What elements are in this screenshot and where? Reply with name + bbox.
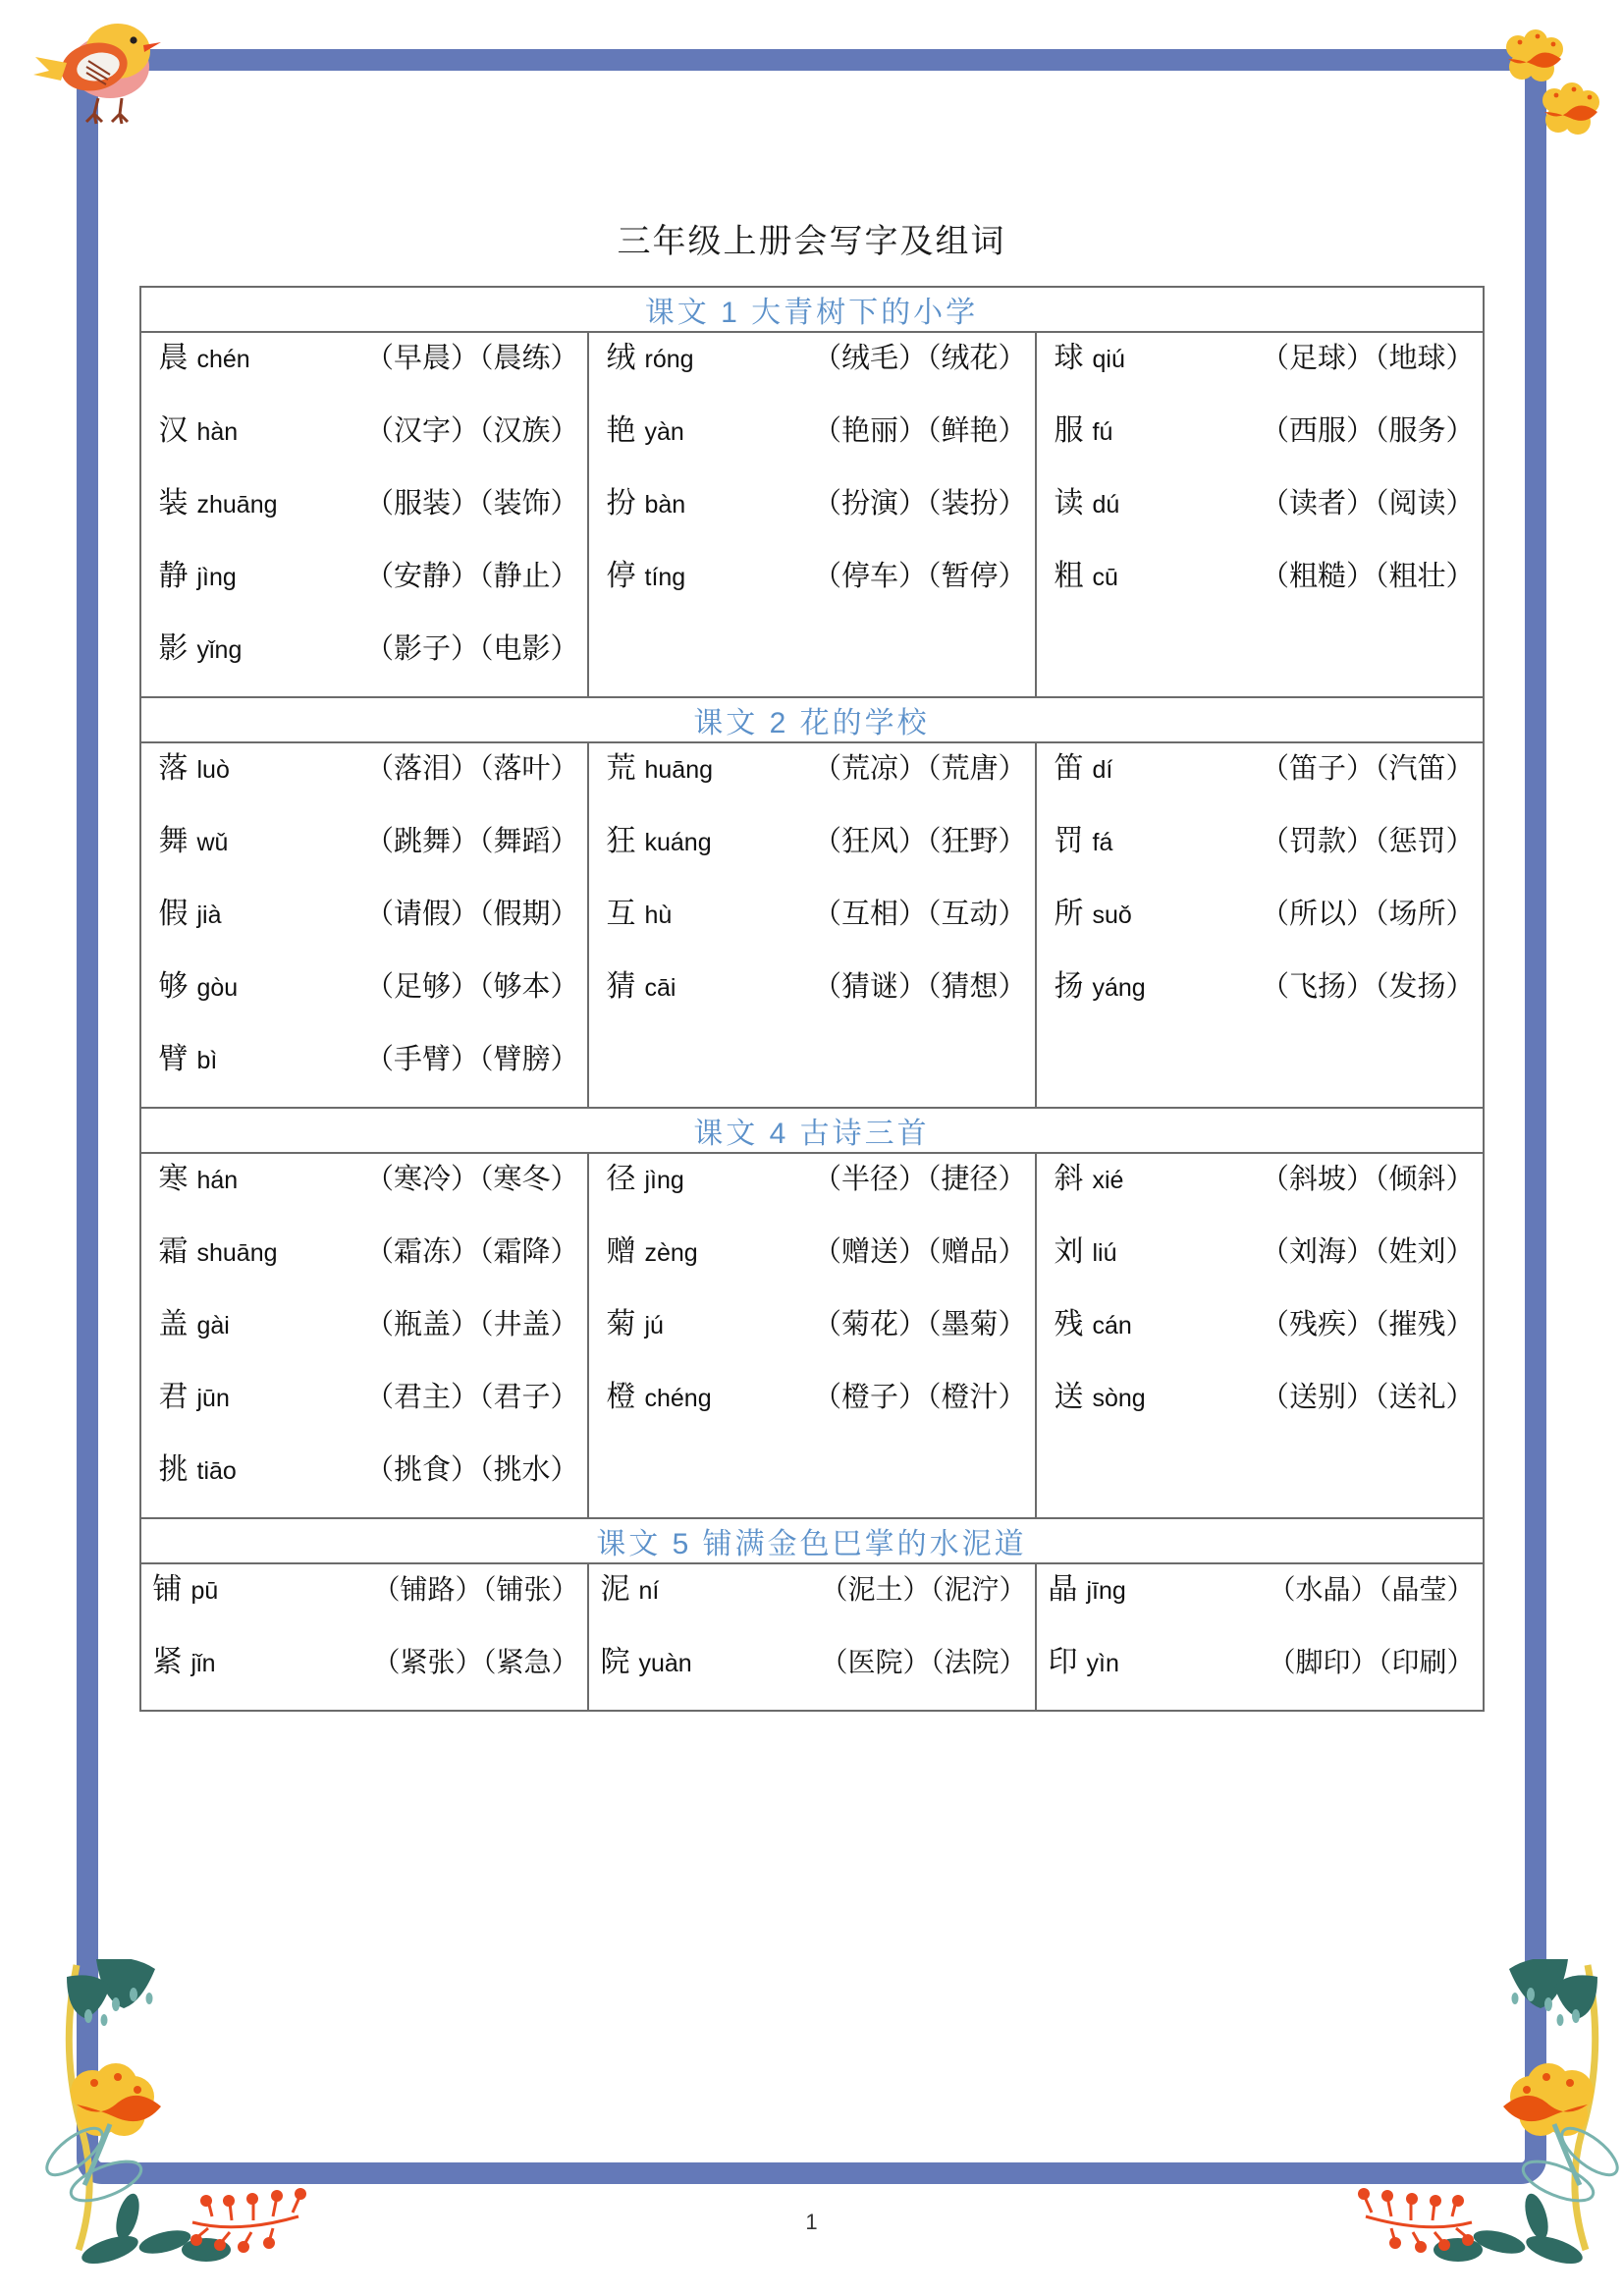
vocab-entry xyxy=(589,816,1035,889)
vocab-words xyxy=(365,1448,579,1488)
vocab-words xyxy=(365,409,579,449)
vocab-words xyxy=(365,1230,579,1270)
vocab-column xyxy=(1036,742,1484,1108)
section-entries-row xyxy=(140,332,1484,697)
vocab-word: （倾斜） xyxy=(1374,1164,1475,1195)
vocab-character: 狂 xyxy=(606,825,636,857)
vocab-words xyxy=(365,481,579,521)
vocab-words xyxy=(813,892,1027,932)
page-title: 三年级上册会写字及组词 xyxy=(617,223,1006,260)
vocab-word: （刘海） xyxy=(1260,1236,1375,1268)
vocab-entry xyxy=(1037,333,1483,406)
vocab-word: （服装） xyxy=(364,488,479,519)
vocab-word: （请假） xyxy=(364,899,479,930)
vocab-entry xyxy=(1037,478,1483,551)
vocab-pinyin: tíng xyxy=(644,564,686,591)
vocab-words xyxy=(365,1157,579,1197)
vocab-word: （水晶） xyxy=(1268,1575,1379,1606)
vocab-entry xyxy=(141,743,587,816)
vocab-entry xyxy=(141,1445,587,1517)
vocab-entry xyxy=(141,816,587,889)
vocab-entry xyxy=(589,478,1035,551)
vocab-character: 霜 xyxy=(158,1235,189,1268)
vocab-pinyin: jūn xyxy=(196,1385,230,1412)
vocab-words xyxy=(1261,409,1475,449)
vocab-words xyxy=(365,1375,579,1415)
vocab-entry xyxy=(1037,1154,1483,1227)
vocab-word: （半径） xyxy=(812,1164,927,1195)
vocab-word: （够本） xyxy=(478,971,579,1003)
vocab-word: （影子） xyxy=(364,633,479,665)
vocab-pinyin: qiú xyxy=(1092,346,1125,373)
vocab-words xyxy=(1261,1302,1475,1342)
vocab-character: 笛 xyxy=(1054,752,1084,785)
vocab-pinyin: yǐng xyxy=(196,636,243,664)
vocab-pinyin: suǒ xyxy=(1092,902,1132,929)
vocab-word: （送别） xyxy=(1260,1382,1375,1413)
vocab-word: （法院） xyxy=(930,1648,1027,1678)
vocab-word: （粗糙） xyxy=(1260,561,1375,592)
vocab-word: （泥泞） xyxy=(930,1575,1027,1606)
vocab-character: 所 xyxy=(1054,898,1084,930)
vocab-words xyxy=(820,1568,1026,1608)
vocab-character: 泥 xyxy=(600,1573,630,1606)
vocab-words xyxy=(1268,1568,1474,1608)
floral-cluster-icon xyxy=(20,1959,344,2291)
vocab-words xyxy=(1261,336,1475,376)
vocab-entry xyxy=(1037,816,1483,889)
vocab-entry xyxy=(141,961,587,1034)
vocab-entry xyxy=(141,1227,587,1299)
vocab-word: （铺张） xyxy=(482,1575,579,1606)
vocab-words xyxy=(813,554,1027,594)
vocab-pinyin: shuāng xyxy=(196,1239,278,1267)
vocab-character: 装 xyxy=(158,487,189,519)
vocab-column xyxy=(1036,1563,1484,1711)
vocab-character: 残 xyxy=(1054,1308,1084,1340)
vocabulary-table xyxy=(139,286,1485,1712)
vocab-word: （互相） xyxy=(812,899,927,930)
vocab-word: （装饰） xyxy=(478,488,579,519)
vocab-words xyxy=(1261,1375,1475,1415)
vocab-pinyin: jìng xyxy=(644,1167,684,1194)
vocab-pinyin: chéng xyxy=(644,1385,712,1412)
vocab-character: 晨 xyxy=(158,342,189,374)
vocab-entry xyxy=(141,1034,587,1107)
vocab-word: （寒冬） xyxy=(478,1164,579,1195)
vocab-word: （汉字） xyxy=(364,415,479,447)
vocab-words xyxy=(365,964,579,1005)
vocab-words xyxy=(372,1568,578,1608)
vocab-word: （猜谜） xyxy=(812,971,927,1003)
vocab-word: （互动） xyxy=(926,899,1027,930)
vocab-pinyin: zèng xyxy=(644,1239,698,1267)
vocab-pinyin: hán xyxy=(196,1167,239,1194)
vocab-words xyxy=(813,409,1027,449)
vocab-words xyxy=(365,746,579,787)
vocab-character: 盖 xyxy=(158,1308,189,1340)
vocab-word: （所以） xyxy=(1260,899,1375,930)
vocab-character: 刘 xyxy=(1054,1235,1084,1268)
vocab-entry xyxy=(1037,961,1483,1034)
vocab-entry xyxy=(1037,1564,1483,1637)
vocab-word: （落叶） xyxy=(478,753,579,785)
vocab-word: （菊花） xyxy=(812,1309,927,1340)
vocab-word: （印刷） xyxy=(1378,1648,1475,1678)
vocab-word: （君子） xyxy=(478,1382,579,1413)
vocab-words xyxy=(813,1230,1027,1270)
vocab-word: （服务） xyxy=(1374,415,1475,447)
vocab-pinyin: liú xyxy=(1092,1239,1117,1267)
vocab-entry xyxy=(141,1299,587,1372)
vocab-entry xyxy=(589,1227,1035,1299)
vocab-word: （捷径） xyxy=(926,1164,1027,1195)
vocab-character: 扬 xyxy=(1054,970,1084,1003)
vocab-pinyin: bàn xyxy=(644,491,686,519)
vocab-words xyxy=(1261,964,1475,1005)
section-heading-row xyxy=(140,1518,1484,1563)
vocab-column xyxy=(588,332,1036,697)
vocab-words xyxy=(365,819,579,859)
vocab-pinyin: dí xyxy=(1092,756,1113,784)
vocab-words xyxy=(1261,554,1475,594)
vocab-column xyxy=(140,742,588,1108)
vocab-entry xyxy=(141,624,587,696)
vocab-word: （井盖） xyxy=(478,1309,579,1340)
vocab-character: 停 xyxy=(606,560,636,592)
section-heading-text: 课文 2 花的学校 xyxy=(693,707,930,739)
vocab-character: 粗 xyxy=(1054,560,1084,592)
vocab-word: （发扬） xyxy=(1374,971,1475,1003)
vocab-word: （残疾） xyxy=(1260,1309,1375,1340)
vocab-word: （紧急） xyxy=(482,1648,579,1678)
floral-cluster-icon xyxy=(1321,1959,1623,2291)
vocab-column xyxy=(1036,1153,1484,1518)
vocab-character: 影 xyxy=(158,632,189,665)
vocab-entry xyxy=(589,1372,1035,1445)
section-heading-row xyxy=(140,697,1484,742)
vocab-words xyxy=(813,1157,1027,1197)
vocab-word: （粗壮） xyxy=(1374,561,1475,592)
vocab-word: （笛子） xyxy=(1260,753,1375,785)
vocab-word: （霜冻） xyxy=(364,1236,479,1268)
vocab-entry xyxy=(589,406,1035,478)
vocab-entry xyxy=(1037,889,1483,961)
vocab-pinyin: fú xyxy=(1092,418,1113,446)
vocab-word: （墨菊） xyxy=(926,1309,1027,1340)
vocab-pinyin: zhuāng xyxy=(196,491,278,519)
vocab-character: 院 xyxy=(600,1646,630,1678)
vocab-character: 橙 xyxy=(606,1381,636,1413)
vocab-words xyxy=(372,1641,578,1680)
vocab-word: （橙汁） xyxy=(926,1382,1027,1413)
vocab-character: 斜 xyxy=(1054,1163,1084,1195)
vocab-character: 舞 xyxy=(158,825,189,857)
section-heading-row xyxy=(140,287,1484,332)
vocab-word: （场所） xyxy=(1374,899,1475,930)
vocab-pinyin: chén xyxy=(196,346,250,373)
section-entries-row xyxy=(140,1563,1484,1711)
section-heading-text: 课文 1 大青树下的小学 xyxy=(644,297,979,329)
vocab-word: （赠送） xyxy=(812,1236,927,1268)
vocab-word: （狂风） xyxy=(812,826,927,857)
vocab-character: 臂 xyxy=(158,1043,189,1075)
vocab-word: （晨练） xyxy=(478,343,579,374)
vocab-words xyxy=(813,1375,1027,1415)
vocab-words xyxy=(820,1641,1026,1680)
vocab-pinyin: yuàn xyxy=(638,1650,692,1677)
vocab-pinyin: cāi xyxy=(644,974,676,1002)
vocab-entry xyxy=(589,333,1035,406)
vocab-pinyin: hàn xyxy=(196,418,239,446)
vocab-word: （狂野） xyxy=(926,826,1027,857)
vocab-word: （紧张） xyxy=(372,1648,483,1678)
vocab-words xyxy=(1261,746,1475,787)
vocab-pinyin: yáng xyxy=(1092,974,1146,1002)
vocab-entry xyxy=(589,551,1035,624)
vocab-word: （汽笛） xyxy=(1374,753,1475,785)
vocab-word: （瓶盖） xyxy=(364,1309,479,1340)
vocab-entry xyxy=(141,406,587,478)
vocab-entry xyxy=(589,889,1035,961)
vocab-entry xyxy=(141,889,587,961)
vocab-word: （扮演） xyxy=(812,488,927,519)
vocab-column xyxy=(588,1153,1036,1518)
vocab-character: 服 xyxy=(1054,414,1084,447)
vocab-pinyin: jú xyxy=(644,1312,664,1339)
vocab-words xyxy=(1261,1157,1475,1197)
vocab-character: 假 xyxy=(158,898,189,930)
vocab-words xyxy=(813,1302,1027,1342)
vocab-words xyxy=(1261,481,1475,521)
vocab-entry xyxy=(1037,551,1483,624)
vocab-character: 够 xyxy=(158,970,189,1003)
vocab-pinyin: ní xyxy=(638,1577,660,1605)
vocab-entry xyxy=(141,478,587,551)
vocab-word: （赠品） xyxy=(926,1236,1027,1268)
vocab-column xyxy=(140,332,588,697)
vocab-words xyxy=(813,819,1027,859)
vocab-words xyxy=(1261,892,1475,932)
vocab-pinyin: jīng xyxy=(1086,1577,1126,1605)
vocab-word: （暂停） xyxy=(926,561,1027,592)
vocab-character: 挑 xyxy=(158,1453,189,1486)
vocab-column xyxy=(140,1563,588,1711)
vocab-pinyin: pū xyxy=(190,1577,219,1605)
vocab-words xyxy=(365,554,579,594)
section-heading-row xyxy=(140,1108,1484,1153)
vocab-character: 艳 xyxy=(606,414,636,447)
vocab-pinyin: jià xyxy=(196,902,222,929)
vocab-word: （绒花） xyxy=(926,343,1027,374)
vocab-entry xyxy=(141,333,587,406)
vocab-word: （装扮） xyxy=(926,488,1027,519)
vocab-words xyxy=(813,746,1027,787)
vocab-column xyxy=(140,1153,588,1518)
vocab-entry xyxy=(589,1154,1035,1227)
vocab-character: 落 xyxy=(158,752,189,785)
vocab-character: 君 xyxy=(158,1381,189,1413)
vocab-pinyin: cū xyxy=(1092,564,1118,591)
section-heading-text: 课文 5 铺满金色巴掌的水泥道 xyxy=(596,1528,1027,1560)
vocab-words xyxy=(813,481,1027,521)
vocab-entry xyxy=(1037,1372,1483,1445)
vocab-entry xyxy=(589,1299,1035,1372)
vocab-words xyxy=(365,892,579,932)
vocab-word: （惩罚） xyxy=(1374,826,1475,857)
vocab-word: （早晨） xyxy=(364,343,479,374)
vocab-word: （医院） xyxy=(820,1648,931,1678)
vocab-entry xyxy=(1037,743,1483,816)
vocab-pinyin: gài xyxy=(196,1312,230,1339)
vocab-word: （鲜艳） xyxy=(926,415,1027,447)
vocab-word: （臂膀） xyxy=(478,1044,579,1075)
vocab-pinyin: yìn xyxy=(1086,1650,1119,1677)
vocab-pinyin: gòu xyxy=(196,974,239,1002)
vocab-character: 赠 xyxy=(606,1235,636,1268)
vocab-word: （手臂） xyxy=(364,1044,479,1075)
vocab-word: （读者） xyxy=(1260,488,1375,519)
vocab-pinyin: jǐn xyxy=(190,1650,216,1677)
vocab-word: （安静） xyxy=(364,561,479,592)
vocab-entry xyxy=(141,1154,587,1227)
vocab-entry xyxy=(1037,1299,1483,1372)
vocab-word: （跳舞） xyxy=(364,826,479,857)
vocab-word: （君主） xyxy=(364,1382,479,1413)
vocab-word: （停车） xyxy=(812,561,927,592)
vocab-character: 静 xyxy=(158,560,189,592)
vocab-character: 寒 xyxy=(158,1163,189,1195)
vocab-column xyxy=(588,1563,1036,1711)
vocab-word: （汉族） xyxy=(478,415,579,447)
vocab-word: （足球） xyxy=(1260,343,1375,374)
vocab-words xyxy=(1268,1641,1474,1680)
vocab-words xyxy=(365,1037,579,1077)
vocab-pinyin: sòng xyxy=(1092,1385,1146,1412)
vocab-words xyxy=(813,964,1027,1005)
vocab-pinyin: wǔ xyxy=(196,829,229,856)
vocab-pinyin: xié xyxy=(1092,1167,1124,1194)
vocab-entry xyxy=(141,551,587,624)
vocab-word: （落泪） xyxy=(364,753,479,785)
vocab-word: （挑食） xyxy=(364,1454,479,1486)
vocab-character: 扮 xyxy=(606,487,636,519)
vocab-pinyin: jìng xyxy=(196,564,237,591)
vocab-character: 晶 xyxy=(1048,1573,1078,1606)
vocab-character: 汉 xyxy=(158,414,189,447)
vocab-word: （晶莹） xyxy=(1378,1575,1475,1606)
vocab-entry xyxy=(1037,1227,1483,1299)
vocab-words xyxy=(365,336,579,376)
vocab-column xyxy=(1036,332,1484,697)
vocab-pinyin: cán xyxy=(1092,1312,1132,1339)
vocab-word: （猜想） xyxy=(926,971,1027,1003)
vocab-word: （荒凉） xyxy=(812,753,927,785)
vocab-word: （舞蹈） xyxy=(478,826,579,857)
vocab-word: （姓刘） xyxy=(1374,1236,1475,1268)
vocab-character: 球 xyxy=(1054,342,1084,374)
vocab-word: （摧残） xyxy=(1374,1309,1475,1340)
vocab-word: （斜坡） xyxy=(1260,1164,1375,1195)
vocab-pinyin: yàn xyxy=(644,418,684,446)
vocab-word: （阅读） xyxy=(1374,488,1475,519)
vocab-words xyxy=(365,1302,579,1342)
vocab-word: （橙子） xyxy=(812,1382,927,1413)
vocab-character: 径 xyxy=(606,1163,636,1195)
vocab-word: （艳丽） xyxy=(812,415,927,447)
vocab-word: （足够） xyxy=(364,971,479,1003)
vocab-character: 互 xyxy=(606,898,636,930)
vocab-pinyin: tiāo xyxy=(196,1457,237,1485)
section-entries-row xyxy=(140,1153,1484,1518)
vocab-word: （荒唐） xyxy=(926,753,1027,785)
vocab-words xyxy=(1261,1230,1475,1270)
vocab-word: （电影） xyxy=(478,633,579,665)
section-entries-row xyxy=(140,742,1484,1108)
page-number: 1 xyxy=(805,2210,818,2234)
vocab-word: （罚款） xyxy=(1260,826,1375,857)
vocab-word: （泥土） xyxy=(820,1575,931,1606)
vocab-word: （地球） xyxy=(1374,343,1475,374)
vocab-word: （霜降） xyxy=(478,1236,579,1268)
vocab-word: （飞扬） xyxy=(1260,971,1375,1003)
vocab-entry xyxy=(141,1637,587,1710)
vocab-pinyin: fá xyxy=(1092,829,1113,856)
vocab-entry xyxy=(589,1564,1035,1637)
vocab-word: （绒毛） xyxy=(812,343,927,374)
vocab-word: （脚印） xyxy=(1268,1648,1379,1678)
vocab-character: 送 xyxy=(1054,1381,1084,1413)
section-heading-text: 课文 4 古诗三首 xyxy=(693,1118,930,1150)
vocab-pinyin: hù xyxy=(644,902,673,929)
vocab-word: （假期） xyxy=(478,899,579,930)
vocab-character: 紧 xyxy=(152,1646,183,1678)
vocab-words xyxy=(813,336,1027,376)
vocab-word: （寒冷） xyxy=(364,1164,479,1195)
vocab-character: 罚 xyxy=(1054,825,1084,857)
vocab-character: 菊 xyxy=(606,1308,636,1340)
vocab-character: 印 xyxy=(1048,1646,1078,1678)
vocab-word: （送礼） xyxy=(1374,1382,1475,1413)
vocab-entry xyxy=(589,1637,1035,1710)
vocab-entry xyxy=(141,1372,587,1445)
vocab-column xyxy=(588,742,1036,1108)
vocab-pinyin: bì xyxy=(196,1047,218,1074)
vocab-pinyin: luò xyxy=(196,756,230,784)
vocab-pinyin: kuáng xyxy=(644,829,712,856)
vocab-character: 猜 xyxy=(606,970,636,1003)
vocab-character: 铺 xyxy=(152,1573,183,1606)
vocab-entry xyxy=(589,743,1035,816)
vocab-word: （静止） xyxy=(478,561,579,592)
vocab-word: （铺路） xyxy=(372,1575,483,1606)
vocab-pinyin: róng xyxy=(644,346,694,373)
vocab-words xyxy=(365,627,579,667)
vocab-words xyxy=(1261,819,1475,859)
vocab-character: 荒 xyxy=(606,752,636,785)
vocab-word: （挑水） xyxy=(478,1454,579,1486)
vocab-character: 绒 xyxy=(606,342,636,374)
vocab-entry xyxy=(1037,406,1483,478)
vocab-pinyin: huāng xyxy=(644,756,714,784)
vocab-word: （西服） xyxy=(1260,415,1375,447)
vocab-character: 读 xyxy=(1054,487,1084,519)
vocab-entry xyxy=(589,961,1035,1034)
vocab-entry xyxy=(141,1564,587,1637)
vocab-pinyin: dú xyxy=(1092,491,1120,519)
vocab-entry xyxy=(1037,1637,1483,1710)
